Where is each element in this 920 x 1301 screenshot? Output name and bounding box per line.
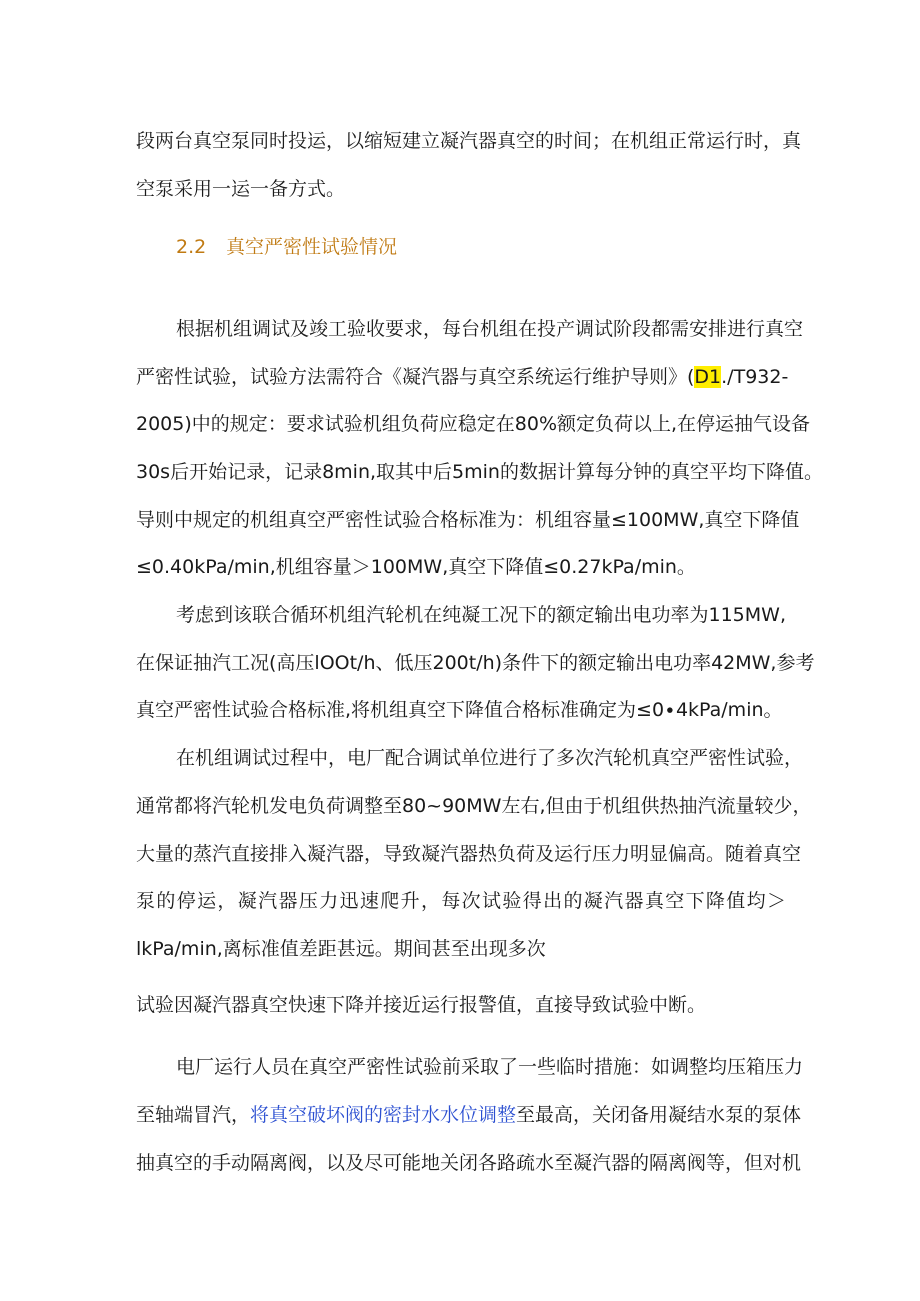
text-span: 至最高，关闭备用凝结水泵的泵体 (516, 1104, 802, 1126)
section-number: 2.2 (176, 236, 207, 258)
paragraph-line: 通常都将汽轮机发电负荷调整至80~90MW左右,但由于机组供热抽汽流量较少， (136, 795, 812, 817)
section-heading (176, 234, 397, 260)
paragraph-line: 30s后开始记录，记录8min,取其中后5min的数据计算每分钟的真空平均下降值。 (136, 461, 823, 483)
paragraph-line (136, 364, 789, 390)
paragraph-line: 抽真空的手动隔离阀，以及尽可能地关闭各路疏水至凝汽器的隔离阀等，但对机 (136, 1152, 802, 1174)
paragraph-line: 泵的停运，凝汽器压力迅速爬升，每次试验得出的凝汽器真空下降值均＞ (136, 890, 786, 912)
highlighted-text: D1 (694, 366, 722, 388)
text-span: ./T932- (721, 366, 789, 388)
paragraph-line: 试验因凝汽器真空快速下降并接近运行报警值，直接导致试验中断。 (136, 994, 707, 1016)
paragraph-line: 在机组调试过程中，电厂配合调试单位进行了多次汽轮机真空严密性试验， (176, 747, 804, 769)
paragraph-line: 段两台真空泵同时投运，以缩短建立凝汽器真空的时间；在机组正常运行时，真 (136, 130, 802, 152)
paragraph-line: 空泵采用一运一备方式。 (136, 178, 346, 200)
text-span: 至轴端冒汽， (136, 1104, 251, 1126)
paragraph-line: lkPa∕min,离标准值差距甚远。期间甚至出现多次 (136, 938, 546, 960)
paragraph-line: 考虑到该联合循环机组汽轮机在纯凝工况下的额定输出电功率为115MW, (176, 604, 786, 626)
paragraph-line: 导则中规定的机组真空严密性试验合格标准为：机组容量≤100MW,真空下降值 (136, 509, 800, 531)
paragraph-line: 2005)中的规定：要求试验机组负荷应稳定在80%额定负荷以上,在停运抽气设备 (136, 413, 811, 435)
paragraph-line: ≤0.40kPa/min,机组容量＞100MW,真空下降值≤0.27kPa∕min。 (136, 556, 696, 578)
paragraph-line (136, 1102, 802, 1128)
paragraph-line: 在保证抽汽工况(高压lOOt/h、低压200t∕h)条件下的额定输出电功率42MW,参考 (136, 652, 815, 674)
paragraph-line: 真空严密性试验合格标准,将机组真空下降值合格标准确定为≤0∙4kPa∕min。 (136, 699, 783, 721)
section-title: 真空严密性试验情况 (226, 236, 398, 258)
highlighted-link-text: 将真空破坏阀的密封水水位调整 (250, 1104, 517, 1126)
paragraph-line: 大量的蒸汽直接排入凝汽器，导致凝汽器热负荷及运行压力明显偏高。随着真空 (136, 843, 802, 865)
paragraph-line: 根据机组调试及竣工验收要求，每台机组在投产调试阶段都需安排进行真空 (176, 318, 804, 340)
text-span: 严密性试验，试验方法需符合《凝汽器与真空系统运行维护导则》( (136, 366, 695, 388)
paragraph-line: 电厂运行人员在真空严密性试验前采取了一些临时措施：如调整均压箱压力 (176, 1056, 804, 1078)
